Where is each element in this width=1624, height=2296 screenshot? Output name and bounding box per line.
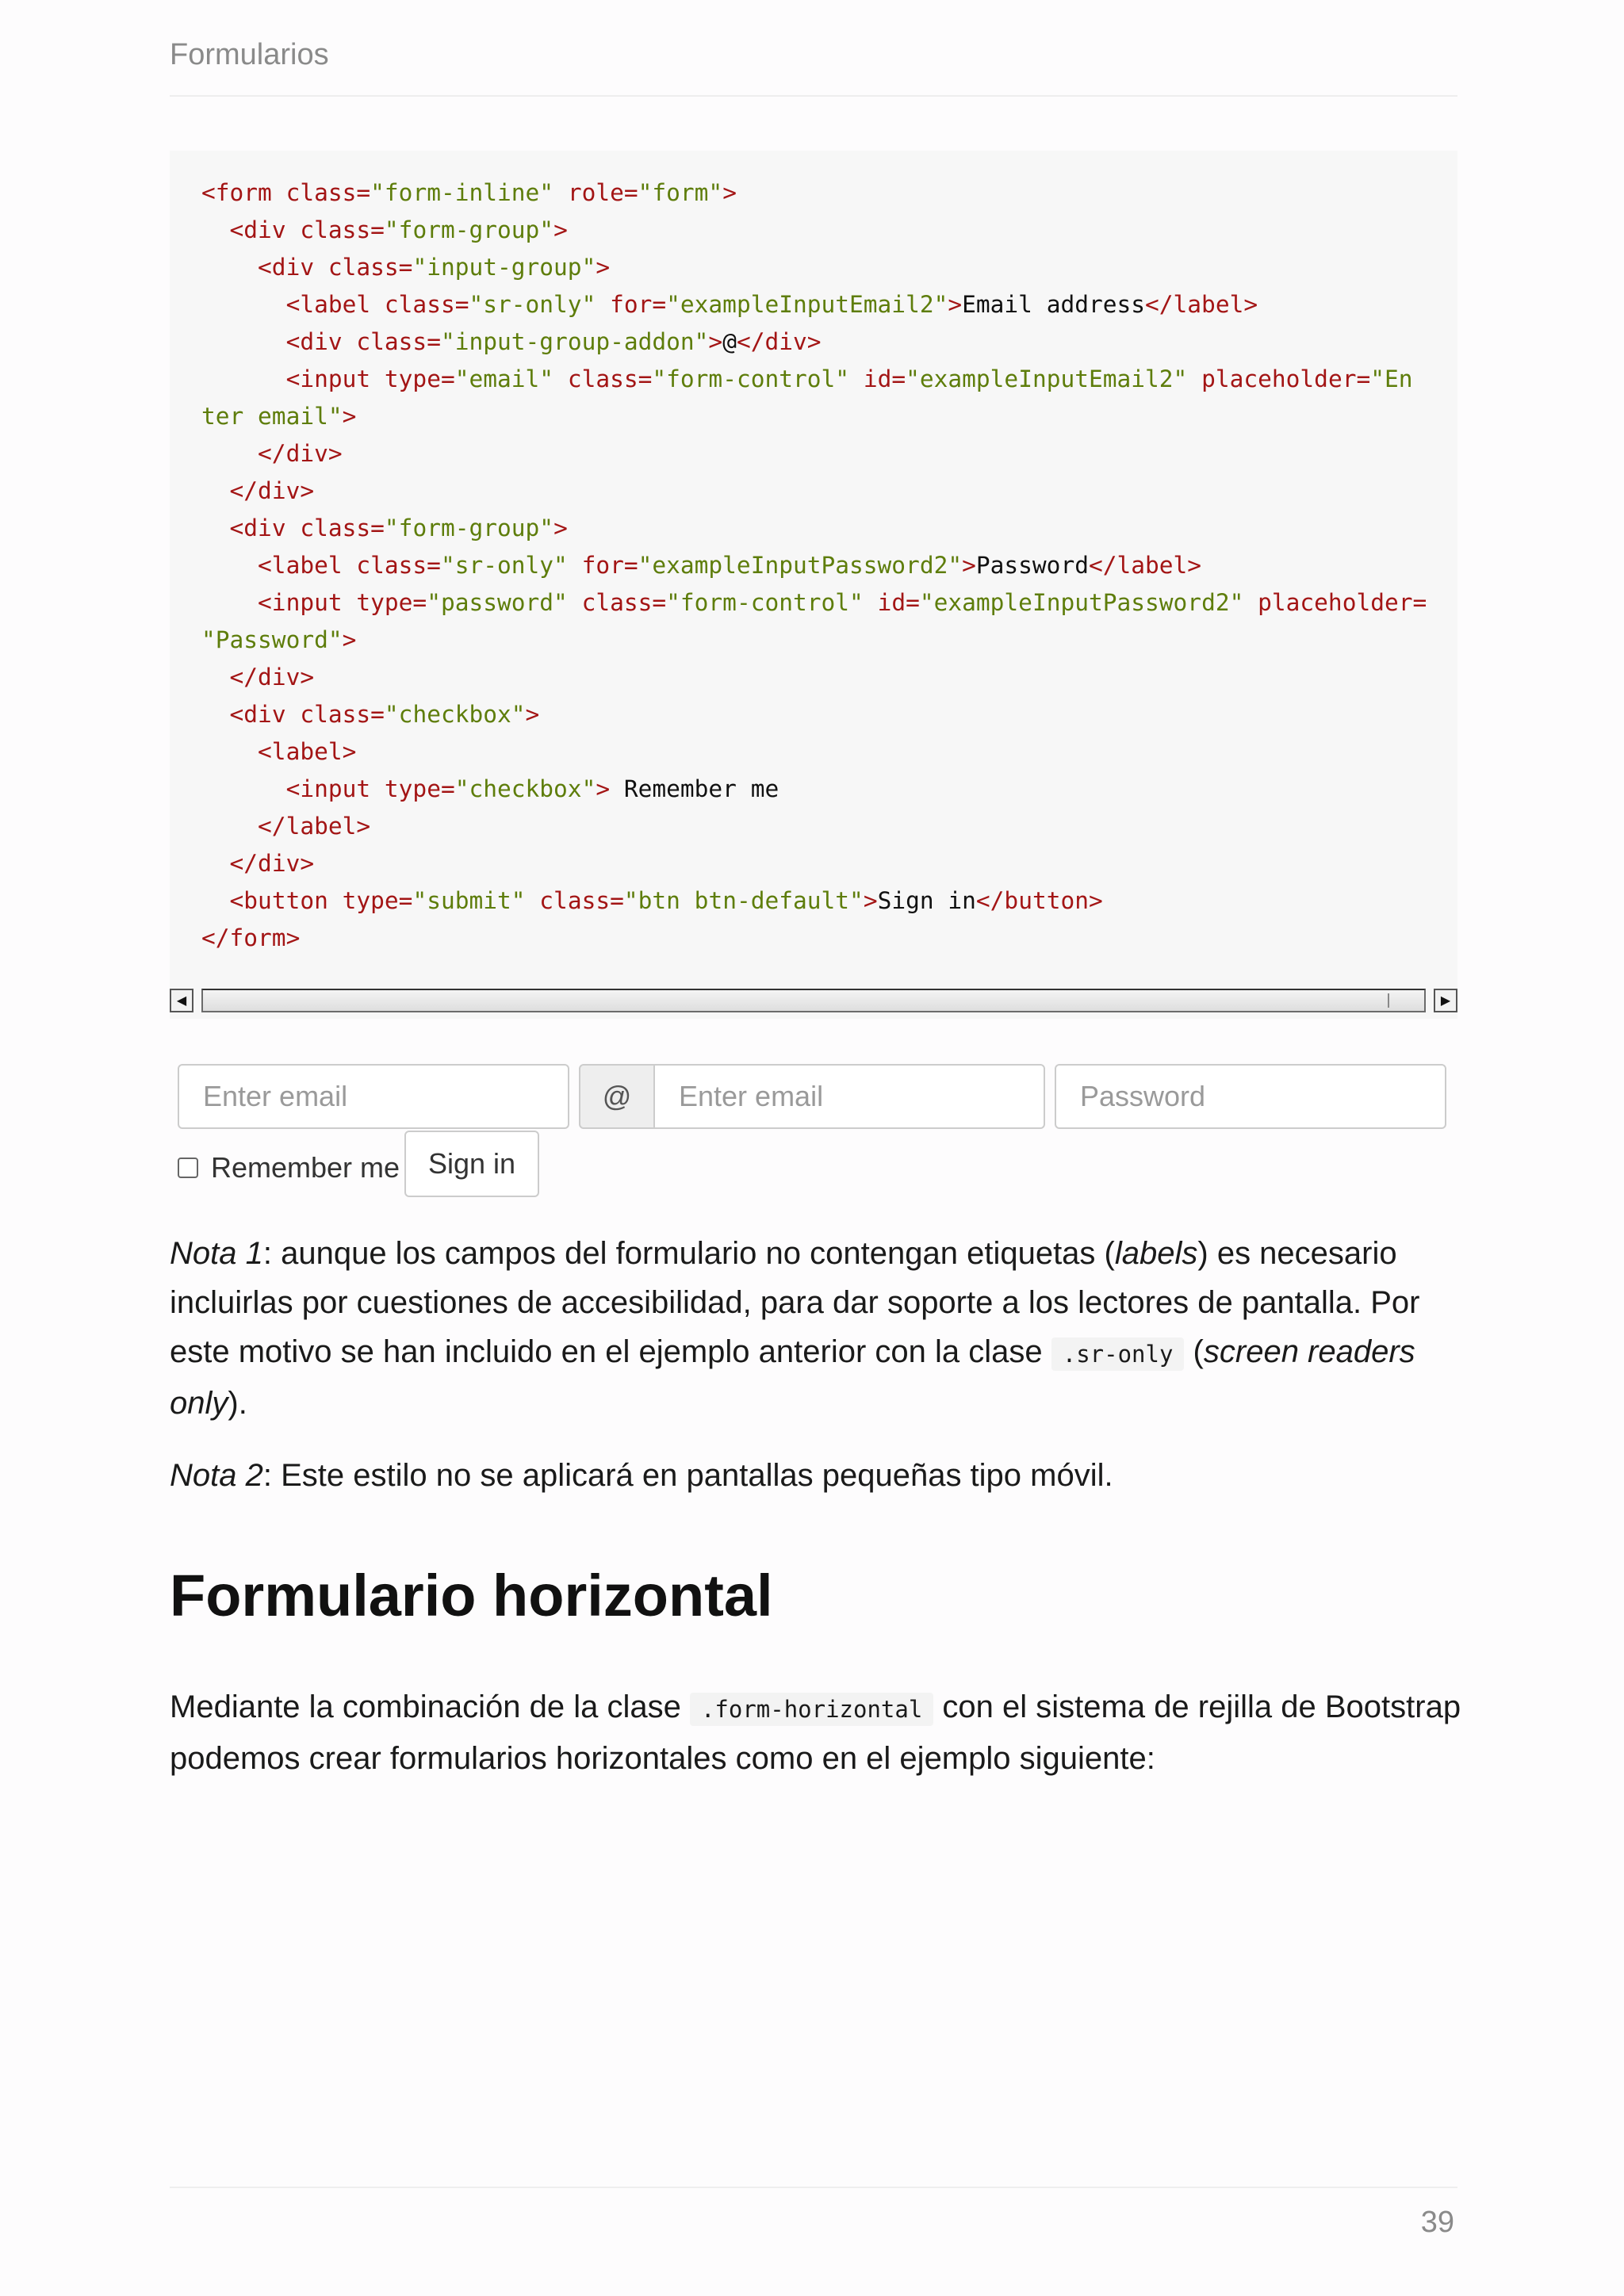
- note-1-text-3: (: [1184, 1334, 1204, 1369]
- section-title: Formulario horizontal: [170, 1563, 773, 1628]
- code-token: [201, 701, 230, 728]
- code-token: >: [342, 403, 357, 430]
- code-token: role=: [567, 179, 638, 206]
- code-token: for=: [610, 291, 667, 318]
- code-token: >: [553, 515, 568, 541]
- note-2-label: Nota 2: [170, 1458, 263, 1493]
- code-line: [201, 179, 737, 206]
- code-line: [201, 589, 1427, 616]
- code-token: [201, 440, 258, 467]
- paragraph-text-1: Mediante la combinación de la clase: [170, 1689, 690, 1724]
- code-line: [201, 552, 1201, 579]
- password-input[interactable]: [1055, 1064, 1446, 1129]
- code-token: [201, 216, 230, 243]
- code-token: <label: [285, 291, 385, 318]
- code-token: >: [525, 701, 540, 728]
- code-token: </div>: [229, 664, 315, 691]
- code-token: "checkbox": [454, 775, 596, 802]
- code-token: </label>: [1088, 552, 1202, 579]
- code-token: [201, 477, 230, 504]
- code-token: "Password": [201, 626, 343, 653]
- code-token: </div>: [229, 477, 315, 504]
- code-token: class=: [327, 254, 413, 281]
- code-token: "sr-only": [440, 552, 582, 579]
- code-token: "form-inline": [370, 179, 568, 206]
- code-token: class=: [356, 328, 441, 355]
- code-token: >: [962, 552, 976, 579]
- code-token: <button: [229, 887, 343, 914]
- code-line: [201, 328, 822, 355]
- code-token: [201, 887, 230, 914]
- code-token: "sr-only": [469, 291, 611, 318]
- email-input-placeholder: Enter email: [203, 1080, 348, 1112]
- code-token: for=: [581, 552, 638, 579]
- note-1-text-1: : aunque los campos del formulario no contengan etiquetas (: [262, 1236, 1115, 1271]
- code-token: <div: [285, 328, 357, 355]
- code-token: >: [948, 291, 963, 318]
- code-token: <input: [285, 775, 385, 802]
- remember-me[interactable]: [178, 1151, 400, 1184]
- note-1: [170, 1229, 1462, 1428]
- code-token: [201, 291, 286, 318]
- code-token: [201, 850, 230, 877]
- code-token: <div: [229, 515, 301, 541]
- code-token: >: [596, 775, 624, 802]
- code-line: [201, 775, 779, 802]
- code-token: "exampleInputPassword2": [638, 552, 963, 579]
- code-token: "btn btn-default": [623, 887, 864, 914]
- code-token: <div: [229, 216, 301, 243]
- code-token: class=: [300, 701, 385, 728]
- note-2-text: : Este estilo no se aplicará en pantallas pequeñas tipo móvil.: [262, 1458, 1113, 1493]
- code-line: [201, 291, 1258, 318]
- code-token: @: [722, 328, 737, 355]
- code-line: [201, 365, 1413, 392]
- remember-me-label: Remember me: [211, 1151, 400, 1184]
- paragraph-text-2: con el sistema de rejilla de Bootstrap podemos crear formularios horizontales como en el ejemplo siguiente:: [170, 1689, 1461, 1776]
- code-line: [201, 738, 356, 765]
- horizontal-scrollbar[interactable]: [170, 989, 1457, 1012]
- code-token: "En: [1370, 365, 1413, 392]
- code-line: [201, 477, 314, 504]
- form-horizontal-code: .form-horizontal: [690, 1693, 933, 1726]
- page-number: 39: [1420, 2206, 1454, 2239]
- scrollbar-track[interactable]: [201, 989, 1426, 1012]
- code-line: [201, 887, 1103, 914]
- code-token: Email address: [962, 291, 1146, 318]
- email-input-with-addon-placeholder: Enter email: [679, 1080, 824, 1112]
- code-token: [201, 254, 258, 281]
- note-1-text-2: ) es necesario incluirlas por cuestiones de accesibilidad, para dar soporte a los lectores de pantalla. Por este motivo se han incluido en el ejemplo anterior con la clase: [170, 1236, 1420, 1369]
- code-line: [201, 813, 370, 840]
- code-token: id=: [863, 365, 906, 392]
- code-token: placeholder=: [1201, 365, 1371, 392]
- code-token: </button>: [975, 887, 1103, 914]
- code-token: "form-control": [666, 589, 878, 616]
- code-token: <label: [258, 552, 357, 579]
- email-input[interactable]: [178, 1064, 569, 1129]
- code-token: class=: [581, 589, 667, 616]
- code-token: "submit": [412, 887, 540, 914]
- sign-in-button[interactable]: Sign in: [404, 1131, 539, 1197]
- code-token: class=: [300, 515, 385, 541]
- code-token: id=: [877, 589, 920, 616]
- code-line: [201, 515, 568, 541]
- header-divider: [170, 95, 1457, 97]
- code-token: "form": [638, 179, 723, 206]
- code-token: type=: [384, 775, 455, 802]
- code-token: type=: [384, 365, 455, 392]
- code-token: <input: [285, 365, 385, 392]
- code-line: [201, 626, 356, 653]
- email-input-with-addon[interactable]: [653, 1064, 1045, 1129]
- code-token: "password": [427, 589, 582, 616]
- code-token: </div>: [258, 440, 343, 467]
- code-line: [201, 216, 568, 243]
- input-group-addon: [579, 1064, 655, 1129]
- code-token: [201, 664, 230, 691]
- horizontal-form-paragraph: [170, 1682, 1462, 1783]
- code-line: [201, 924, 300, 951]
- code-token: </div>: [736, 328, 822, 355]
- code-token: [201, 552, 258, 579]
- code-token: class=: [384, 291, 469, 318]
- code-token: <form: [201, 179, 286, 206]
- code-token: >: [596, 254, 611, 281]
- code-line: [201, 254, 610, 281]
- code-token: <div: [229, 701, 301, 728]
- code-token: </div>: [229, 850, 315, 877]
- code-token: "form-group": [384, 216, 554, 243]
- code-token: class=: [285, 179, 371, 206]
- code-line: [201, 403, 356, 430]
- code-line: [201, 664, 314, 691]
- code-token: >: [863, 887, 878, 914]
- code-token: <input: [258, 589, 357, 616]
- code-token: [201, 328, 286, 355]
- scrollbar-thumb[interactable]: [206, 993, 1389, 1008]
- code-token: ter email": [201, 403, 343, 430]
- note-2: [170, 1451, 1462, 1500]
- running-header: Formularios: [170, 38, 329, 71]
- code-token: "exampleInputPassword2": [919, 589, 1258, 616]
- arrow-right-icon: ▶: [1440, 994, 1451, 1008]
- code-token: [201, 813, 258, 840]
- code-token: type=: [342, 887, 413, 914]
- at-sign: @: [602, 1080, 632, 1112]
- code-block: [170, 151, 1457, 1019]
- password-input-placeholder: Password: [1080, 1080, 1206, 1112]
- code-token: >: [722, 179, 737, 206]
- sr-only-code: .sr-only: [1051, 1337, 1185, 1371]
- code-line: [201, 850, 314, 877]
- footer-divider: [170, 2187, 1457, 2188]
- code-token: Password: [975, 552, 1089, 579]
- code-token: "input-group-addon": [440, 328, 709, 355]
- code-token: placeholder=: [1258, 589, 1427, 616]
- code-token: <label>: [258, 738, 357, 765]
- code-token: class=: [567, 365, 653, 392]
- remember-me-checkbox[interactable]: [178, 1158, 198, 1178]
- code-token: "form-control": [652, 365, 864, 392]
- code-token: </form>: [201, 924, 301, 951]
- code-token: "checkbox": [384, 701, 526, 728]
- code-token: "form-group": [384, 515, 554, 541]
- code-token: Sign in: [877, 887, 976, 914]
- code-token: </label>: [1145, 291, 1258, 318]
- code-token: [201, 515, 230, 541]
- code-token: class=: [300, 216, 385, 243]
- note-1-screen-readers-term: screen readers only: [170, 1334, 1415, 1421]
- scroll-right-button[interactable]: [1434, 989, 1457, 1012]
- code-line: [201, 701, 539, 728]
- scroll-left-button[interactable]: [170, 989, 193, 1012]
- code-token: </label>: [258, 813, 371, 840]
- code-token: >: [708, 328, 723, 355]
- code-token: [201, 738, 258, 765]
- code-listing: [201, 174, 1427, 957]
- code-token: type=: [356, 589, 427, 616]
- code-token: <div: [258, 254, 328, 281]
- code-token: [201, 775, 286, 802]
- code-token: class=: [356, 552, 441, 579]
- code-token: "exampleInputEmail2": [906, 365, 1202, 392]
- code-token: "email": [454, 365, 568, 392]
- arrow-left-icon: ◀: [176, 994, 187, 1008]
- code-line: [201, 440, 343, 467]
- note-1-labels-term: labels: [1114, 1236, 1198, 1271]
- code-token: [201, 589, 258, 616]
- code-token: "input-group": [412, 254, 596, 281]
- code-token: >: [342, 626, 357, 653]
- code-token: [201, 365, 286, 392]
- code-token: class=: [539, 887, 624, 914]
- code-token: "exampleInputEmail2": [666, 291, 948, 318]
- note-1-text-4: ).: [228, 1386, 247, 1421]
- note-1-label: Nota 1: [170, 1236, 263, 1271]
- code-token: >: [553, 216, 568, 243]
- code-token: Remember me: [623, 775, 779, 802]
